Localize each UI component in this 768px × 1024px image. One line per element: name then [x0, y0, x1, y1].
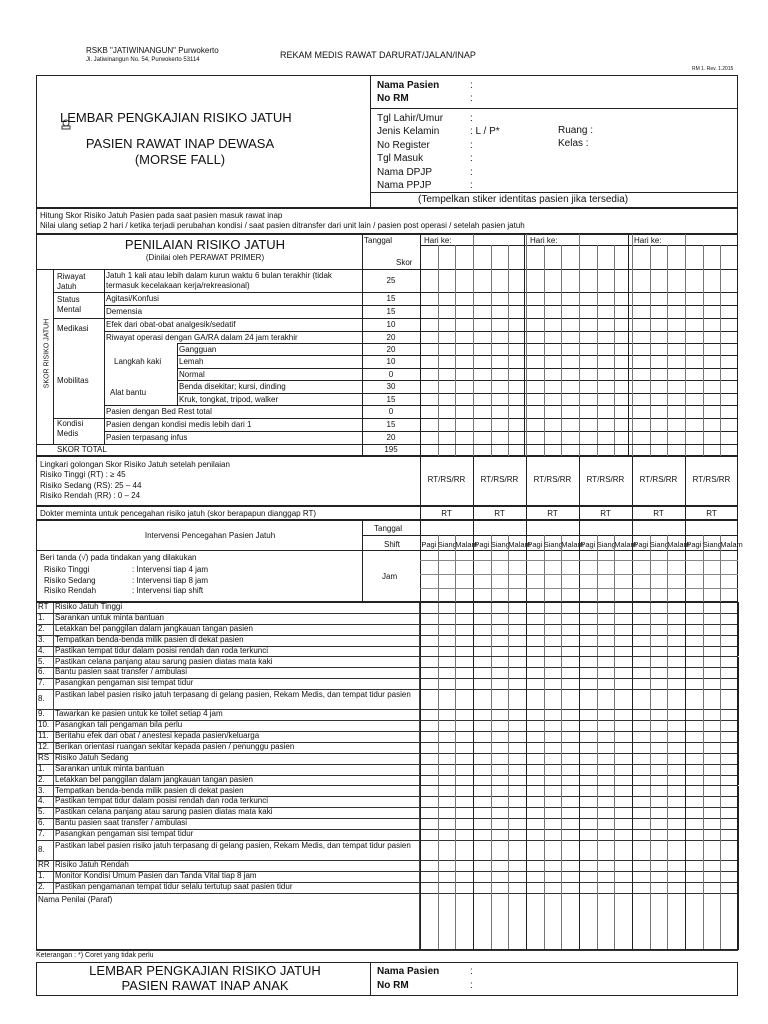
hospital-address: Jl. Jatiwinangun No. 54, Purwokerto 53114 — [86, 57, 200, 63]
tick-note: Beri tanda (√) pada tindakan yang dilakukan — [40, 553, 197, 562]
risk-item-label: Jatuh 1 kali atau lebih dalam kurun waktu 6 bulan terakhir (tidak termasuk kecelakaan kerja/rekreasional) — [106, 271, 332, 290]
row-number: 7. — [38, 829, 45, 839]
row-number: 4. — [38, 796, 45, 806]
label-tanggal: Tanggal — [364, 236, 393, 245]
row-number: 6. — [38, 818, 45, 828]
row-text: Tawarkan ke pasien untuk ke toilet setiap 4 jam — [55, 709, 223, 719]
sticker-note: (Tempelkan stiker identitas pasien jika tersedia) — [418, 194, 629, 205]
shift-label: Pagi — [421, 540, 437, 549]
label-jam: Jam — [382, 572, 398, 581]
row-text: Risiko Jatuh Tinggi — [55, 602, 123, 611]
gender-value: : L / P* — [470, 126, 500, 138]
risk-item-score: 20 — [386, 433, 396, 442]
footer-no-rm: No RM — [377, 980, 409, 991]
rt-rs-rr-option[interactable]: RT/RS/RR — [533, 475, 572, 484]
row-text: Pasangkan pengaman sisi tempat tidur — [55, 829, 194, 839]
label-no-rm: No RM — [377, 93, 409, 104]
row-text: Letakkan bel panggilan dalam jangkauan tangan pasien — [55, 774, 253, 784]
row-text: Risiko Jatuh Sedang — [55, 752, 129, 762]
field-jenis-kelamin: Jenis Kelamin — [377, 126, 440, 138]
risk-item-label: Pasien dengan Bed Rest total — [106, 407, 212, 416]
colon: : — [470, 966, 473, 977]
row-number: 6. — [38, 667, 45, 677]
instruction-line-2: Nilai ulang setiap 2 hari / ketika terjadi perubahan kondisi / saat pasien ditransfer dari unit lain / pasien post operasi / setelah pasien jatuh — [40, 221, 525, 230]
schedule-label: Risiko Rendah — [44, 586, 97, 595]
schedule-value: : Intervensi tiap 4 jam — [132, 565, 209, 574]
level-rr: Risiko Rendah (RR) : 0 – 24 — [40, 491, 141, 500]
assessment-heading: PENILAIAN RISIKO JATUH — [124, 237, 286, 252]
risk-item-label: Normal — [179, 370, 205, 379]
risk-item-label: Agitasi/Konfusi — [106, 294, 159, 303]
row-number: 8. — [38, 845, 45, 854]
hospital-name: RSKB "JATIWINANGUN" Purwokerto — [86, 46, 219, 55]
shift-label: Siang — [649, 540, 669, 549]
side-label — [39, 272, 52, 442]
hari-ke-2: Hari ke: — [530, 236, 558, 245]
risk-item-label: Efek dari obat-obat analgesik/sedatif — [106, 320, 236, 329]
label-nama-pasien: Nama Pasien — [377, 80, 440, 91]
schedule — [44, 565, 208, 597]
risk-item-score: 0 — [388, 407, 394, 416]
label-int-tanggal: Tanggal — [374, 524, 403, 533]
schedule-value: : Intervensi tiap 8 jam — [132, 575, 209, 585]
risk-item-score: 20 — [386, 345, 396, 354]
rt-rs-rr-option[interactable]: RT/RS/RR — [427, 475, 466, 484]
identity-colons — [470, 112, 500, 192]
colon: : — [470, 93, 473, 104]
field-nama-dpjp: Nama DPJP — [377, 166, 433, 178]
label-skor: Skor — [396, 258, 413, 267]
shift-label: Siang — [490, 540, 510, 549]
risk-item-score: 25 — [386, 276, 396, 285]
risk-item-score: 15 — [386, 294, 396, 303]
shift-label: Malam — [614, 540, 637, 549]
risk-item-label: Benda disekitar; kursi, dinding — [179, 382, 286, 391]
field-nama-ppjp: Nama PPJP — [377, 180, 432, 192]
hari-ke-3: Hari ke: — [634, 236, 662, 245]
row-text: Pastikan label pasien risiko jatuh terpasang di gelang pasien, Rekam Medis, dan tempat tidur pasien — [55, 841, 411, 850]
risk-item-score: 0 — [388, 370, 394, 379]
risk-item-label: Gangguan — [179, 345, 217, 354]
next-form-subtitle: PASIEN RAWAT INAP ANAK — [121, 978, 289, 993]
row-number: 10. — [38, 720, 50, 730]
rt-option[interactable]: RT — [494, 509, 505, 518]
level-rs: Risiko Sedang (RS): 25 – 44 — [40, 480, 142, 490]
shift-label: Siang — [437, 540, 457, 549]
shift-label: Malam — [667, 540, 690, 549]
shift-label: Pagi — [527, 540, 543, 549]
colon: : — [470, 113, 473, 124]
rt-rs-rr-option[interactable]: RT/RS/RR — [639, 475, 678, 484]
row-number: 2. — [38, 774, 45, 784]
row-number: 3. — [38, 634, 45, 644]
colon: : — [470, 180, 473, 192]
row-number: 3. — [38, 785, 45, 795]
cat-alat-bantu: Alat bantu — [110, 388, 147, 397]
footer-nama-pasien: Nama Pasien — [377, 966, 440, 977]
row-text: Pasangkan tali pengaman bila perlu — [55, 720, 183, 730]
row-number: 2. — [38, 881, 45, 891]
cat-kondisi-medis: Kondisi Medis — [57, 419, 84, 438]
colon: : — [470, 153, 473, 165]
risk-item-label: Kruk, tongkat, tripod, walker — [179, 395, 279, 404]
row-number: RS — [38, 752, 50, 762]
record-type: REKAM MEDIS RAWAT DARURAT/JALAN/INAP — [280, 50, 476, 60]
row-text: Monitor Kondisi Umum Pasien dan Tanda Vital tiap 8 jam — [55, 870, 257, 880]
row-text: Pastikan pengamanan tempat tidur selalu tertutup saat pasien tidur — [55, 881, 293, 891]
rt-option[interactable]: RT — [600, 509, 611, 518]
schedule-label: Risiko Sedang — [44, 575, 96, 585]
shift-label: Siang — [702, 540, 722, 549]
shift-label: Pagi — [686, 540, 702, 549]
risk-item-label: Lemah — [179, 357, 204, 366]
row-number: 9. — [38, 709, 45, 719]
risk-item-label: Pasien dengan kondisi medis lebih dari 1 — [106, 420, 252, 429]
shift-label: Pagi — [580, 540, 596, 549]
risk-item-score: 15 — [386, 307, 396, 316]
cat-status-mental: Status Mental — [57, 295, 82, 314]
row-text: Pastikan label pasien risiko jatuh terpasang di gelang pasien, Rekam Medis, dan tempat tidur pasien — [55, 690, 411, 700]
field-tgl-lahir: Tgl Lahir/Umur — [377, 113, 444, 124]
field-tgl-masuk: Tgl Masuk — [377, 153, 424, 165]
row-text: Pastikan celana panjang atau sarung pasien diatas mata kaki — [55, 807, 273, 817]
risk-item-label: Demensia — [106, 307, 143, 316]
row-number: 1. — [38, 870, 45, 880]
colon: : — [470, 139, 473, 151]
form-code: RM 1. Rev. 1.2015 — [692, 66, 734, 72]
identity-fields — [377, 112, 443, 192]
schedule-value: : Intervensi tiap shift — [132, 586, 204, 595]
risk-item-label: Riwayat operasi dengan GA/RA dalam 24 jam terakhir — [106, 333, 298, 342]
risk-item-score: 10 — [386, 320, 396, 329]
shift-label: Malam — [720, 540, 743, 549]
row-text: Bantu pasien saat transfer / ambulasi — [55, 818, 188, 828]
classification-levels — [40, 470, 141, 502]
hari-ke-1: Hari ke: — [424, 236, 452, 245]
colon: : — [470, 166, 473, 178]
rt-option[interactable]: RT — [706, 509, 717, 518]
label-ruang: Ruang : — [558, 125, 594, 136]
row-number: 8. — [38, 694, 45, 704]
row-number: 1. — [38, 612, 45, 622]
instruction-line-1: Hitung Skor Risiko Jatuh Pasien pada saat pasien masuk rawat inap — [40, 211, 283, 220]
row-number: 7. — [38, 678, 45, 688]
shift-label: Pagi — [474, 540, 490, 549]
row-text: Tempatkan benda-benda milik pasien di dekat pasien — [55, 634, 244, 644]
cat-medikasi: Medikasi — [57, 324, 89, 333]
row-number: RR — [38, 860, 50, 869]
form-subtitle-morse: (MORSE FALL) — [134, 152, 226, 167]
row-text: Pastikan tempat tidur dalam posisi rendah dan roda terkunci — [55, 645, 269, 655]
schedule-label: Risiko Tinggi — [44, 565, 90, 574]
shift-label: Siang — [596, 540, 616, 549]
row-text: Tempatkan benda-benda milik pasien di dekat pasien — [55, 785, 244, 795]
level-rt: Risiko Tinggi (RT) : ≥ 45 — [40, 470, 126, 479]
row-text: Berikan orientasi ruangan sekitar kepada pasien / penunggu pasien — [55, 741, 295, 751]
row-text: Letakkan bel panggilan dalam jangkauan tangan pasien — [55, 623, 253, 633]
rt-option[interactable]: RT — [653, 509, 664, 518]
form-subtitle: PASIEN RAWAT INAP DEWASA — [85, 136, 275, 151]
row-text: Sarankan untuk minta bantuan — [55, 612, 164, 622]
row-text: Pasangkan pengaman sisi tempat tidur — [55, 678, 194, 688]
label-kelas: Kelas : — [558, 138, 589, 149]
row-number: 11. — [38, 731, 49, 740]
shift-label: Malam — [508, 540, 531, 549]
colon: : — [470, 980, 473, 991]
rt-rs-rr-option[interactable]: RT/RS/RR — [586, 475, 625, 484]
row-number: 1. — [38, 763, 45, 773]
row-text: Risiko Jatuh Rendah — [55, 860, 129, 869]
doctor-line: Dokter meminta untuk pencegahan risiko jatuh (skor berapapun dianggap RT) — [40, 509, 317, 518]
rt-option[interactable]: RT — [441, 509, 452, 518]
form-title: LEMBAR PENGKAJIAN RISIKO JATUH — [60, 110, 292, 125]
cat-riwayat-jatuh: Riwayat Jatuh — [57, 272, 86, 291]
row-number: 4. — [38, 645, 45, 655]
field-no-register: No Register — [377, 139, 430, 151]
row-number: RT — [38, 602, 49, 611]
label-shift: Shift — [384, 540, 401, 549]
side-label-text: SKOR RISIKO JATUH — [43, 318, 51, 389]
shift-label: Pagi — [633, 540, 649, 549]
rt-rs-rr-option[interactable]: RT/RS/RR — [692, 475, 731, 484]
shift-label: Siang — [543, 540, 563, 549]
skor-total-value: 195 — [384, 445, 398, 454]
row-text: Pastikan tempat tidur dalam posisi rendah dan roda terkunci — [55, 796, 269, 806]
risk-item-score: 30 — [386, 382, 396, 391]
next-form-title: LEMBAR PENGKAJIAN RISIKO JATUH — [89, 963, 321, 978]
row-number: 5. — [38, 807, 45, 817]
skor-total-label: SKOR TOTAL — [57, 445, 107, 454]
cat-mobilitas: Mobilitas — [57, 376, 89, 385]
rt-rs-rr-option[interactable]: RT/RS/RR — [480, 475, 519, 484]
intervention-heading: Intervensi Pencegahan Pasien Jatuh — [144, 531, 276, 540]
shift-label: Malam — [455, 540, 478, 549]
row-text: Sarankan untuk minta bantuan — [55, 763, 164, 773]
classification-intro: Lingkari golongan Skor Risiko Jatuh setelah penilaian — [40, 460, 230, 469]
cat-langkah-kaki: Langkah kaki — [114, 357, 162, 366]
risk-item-score: 15 — [386, 395, 396, 404]
row-number: 2. — [38, 623, 45, 633]
row-text: Beritahu efek dari obat / anestesi kepada pasien/keluarga — [55, 731, 260, 740]
risk-item-score: 10 — [386, 357, 396, 366]
rt-option[interactable]: RT — [547, 509, 558, 518]
row-number: 5. — [38, 656, 45, 666]
row-number: 12. — [38, 741, 50, 751]
row-text: Pastikan celana panjang atau sarung pasien diatas mata kaki — [55, 656, 273, 666]
risk-item-score: 20 — [386, 333, 396, 342]
row-text: Bantu pasien saat transfer / ambulasi — [55, 667, 188, 677]
keterangan: Keterangan : *) Coret yang tidak perlu — [36, 952, 154, 959]
colon: : — [470, 80, 473, 91]
risk-item-score: 15 — [386, 420, 396, 429]
risk-item-label: Pasien terpasang infus — [106, 433, 188, 442]
nama-penilai: Nama Penilai (Paraf) — [38, 894, 113, 904]
assessment-subheading: (Dinilai oleh PERAWAT PRIMER) — [145, 253, 265, 262]
shift-label: Malam — [561, 540, 584, 549]
